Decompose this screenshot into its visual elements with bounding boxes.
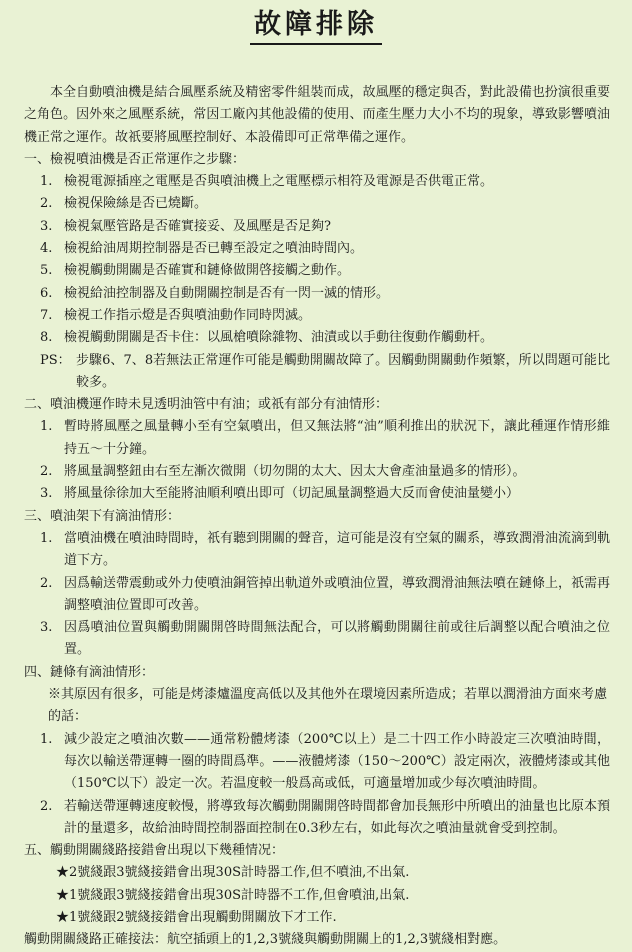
item-number: 7.: [40, 307, 53, 323]
item-number: 1.: [40, 530, 53, 546]
list-item: [24, 305, 610, 327]
item-number: 1.: [40, 731, 53, 747]
correct-wiring-text: 觸動開關綫路正確接法：航空插頭上的1,2,3號綫與觸動開關上的1,2,3號綫相對應。: [24, 932, 507, 948]
item-text: 檢視電源插座之電壓是否與噴油機上之電壓標示相符及電源是否供電正常。: [64, 174, 494, 190]
document-body: [24, 82, 610, 952]
item-text: 當噴油機在噴油時間時，祇有聽到開關的聲音，這可能是沒有空氣的關系，導致潤滑油流滴到軌道下方。: [64, 530, 611, 569]
item-text: 因爲輸送帶震動或外力使噴油銅管掉出軌道外或噴油位置，導致潤滑油無法噴在鏈條上，祇需再調整噴油位置即可改善。: [64, 575, 611, 613]
item-number: 2.: [40, 575, 53, 591]
section-2-heading: 二、噴油機運作時未見透明油管中有油；或祇有部分有油情形：: [24, 397, 389, 413]
item-number: 6.: [40, 285, 53, 301]
section-3-heading: 三、噴油架下有滴油情形：: [24, 508, 181, 524]
page-title-wrap: [0, 8, 632, 45]
item-text: 將風量徐徐加大至能將油順利噴出即可（切記風量調整過大反而會使油量變小）: [64, 486, 520, 502]
section-4-heading: 四、鏈條有滴油情形：: [24, 664, 155, 680]
ps-label: PS：: [40, 352, 71, 368]
list-item: [24, 283, 610, 305]
list-item: [24, 528, 610, 573]
item-number: 3.: [40, 218, 53, 234]
item-number: 3.: [40, 486, 53, 502]
list-item: [24, 573, 610, 618]
item-number: 3.: [40, 620, 53, 636]
item-number: 5.: [40, 263, 53, 279]
list-item: [24, 729, 610, 796]
item-text: 檢視給油周期控制器是否已轉至設定之噴油時間內。: [64, 241, 364, 257]
intro-paragraph: 本全自動噴油機是結合風壓系統及精密零件組裝而成，故風壓的穩定與否，對此設備也扮演很重要之角色。因外來之風壓系統，常因工廠內其他設備的使用、而產生壓力大小不均的現象，導致影響噴油機正常之運作。故祇要將風壓控制好、本設備即可正常準備之運作。: [24, 85, 610, 145]
item-text: 檢視觸動開關是否卡住：以風槍噴除雜物、油漬或以手動往復動作觸動杆。: [64, 330, 494, 346]
item-text: 因爲噴油位置與觸動開關開啓時間無法配合，可以將觸動開關往前或往后調整以配合噴油之位置。: [64, 620, 610, 658]
list-item: [24, 617, 610, 662]
list-item: [24, 260, 610, 282]
item-text: 檢視工作指示燈是否與噴油動作同時閃滅。: [64, 307, 312, 323]
wiring-note: ★1號綫跟3號綫接錯會出現30S計時器不工作,但會噴油,出氣.: [56, 887, 410, 903]
page-title: 故障排除: [250, 8, 382, 45]
item-number: 1.: [40, 174, 53, 190]
item-number: 2.: [40, 196, 53, 212]
list-item: [24, 171, 610, 193]
ps-note: [24, 350, 610, 395]
list-item: [24, 327, 610, 349]
list-item: [24, 216, 610, 238]
item-number: 1.: [40, 419, 53, 435]
list-item: [24, 238, 610, 260]
ps-text: 步驟6、7、8若無法正常運作可能是觸動開關故障了。因觸動開關動作頻繁，所以問題可能比較多。: [76, 352, 610, 390]
list-item: [24, 416, 610, 461]
item-number: 2.: [40, 798, 53, 814]
item-text: 檢視氣壓管路是否確實接妥、及風壓是否足夠?: [64, 218, 331, 234]
wiring-note: ★2號綫跟3號綫接錯會出現30S計時器工作,但不噴油,不出氣.: [56, 865, 410, 881]
list-item: [24, 796, 610, 841]
item-text: 檢視給油控制器及自動開關控制是否有一閃一滅的情形。: [64, 285, 390, 301]
item-number: 4.: [40, 241, 53, 257]
wiring-note: ★1號綫跟2號綫接錯會出現觸動開關放下才工作.: [56, 909, 337, 925]
list-item: [24, 193, 610, 215]
item-text: 暫時將風壓之風量轉小至有空氣噴出，但又無法將“油”順利推出的狀況下，讓此種運作情形維持五～十分鐘。: [64, 419, 610, 457]
list-item: [24, 461, 610, 483]
list-item: [24, 483, 610, 505]
item-text: 減少設定之噴油次數——通常粉體烤漆（200℃以上）是二十四工作小時設定三次噴油時間，每次以輸送帶運轉一圈的時間爲準。——液體烤漆（150～200℃）設定兩次，液體烤漆或其他（150℃以下）設定一次。若温度較一般爲高或低，可適量增加或少每次噴油時間。: [64, 731, 610, 792]
section-4-note: ※其原因有很多，可能是烤漆爐溫度高低以及其他外在環境因素所造成；若單以潤滑油方面來考慮的話：: [48, 687, 608, 725]
section-5-heading: 五、觸動開關綫路接錯會出現以下幾種情况：: [24, 843, 285, 859]
item-text: 檢視保險絲是否已燒斷。: [64, 196, 208, 212]
item-text: 將風量調整鈕由右至左漸次微開（切勿開的太大、因太大會產油量過多的情形）。: [64, 464, 526, 480]
section-1-heading: 一、檢視噴油機是否正常運作之步驟：: [24, 151, 246, 167]
item-text: 若輸送帶運轉速度較慢，將導致每次觸動開關開啓時間都會加長無形中所噴出的油量也比原本預計的量還多，故給油時間控制器面控制在0.3秒左右，如此每次之噴油量就會受到控制。: [64, 798, 611, 836]
item-text: 檢視觸動開關是否確實和鏈條做開啓接觸之動作。: [64, 263, 351, 279]
item-number: 2.: [40, 464, 53, 480]
item-number: 8.: [40, 330, 53, 346]
